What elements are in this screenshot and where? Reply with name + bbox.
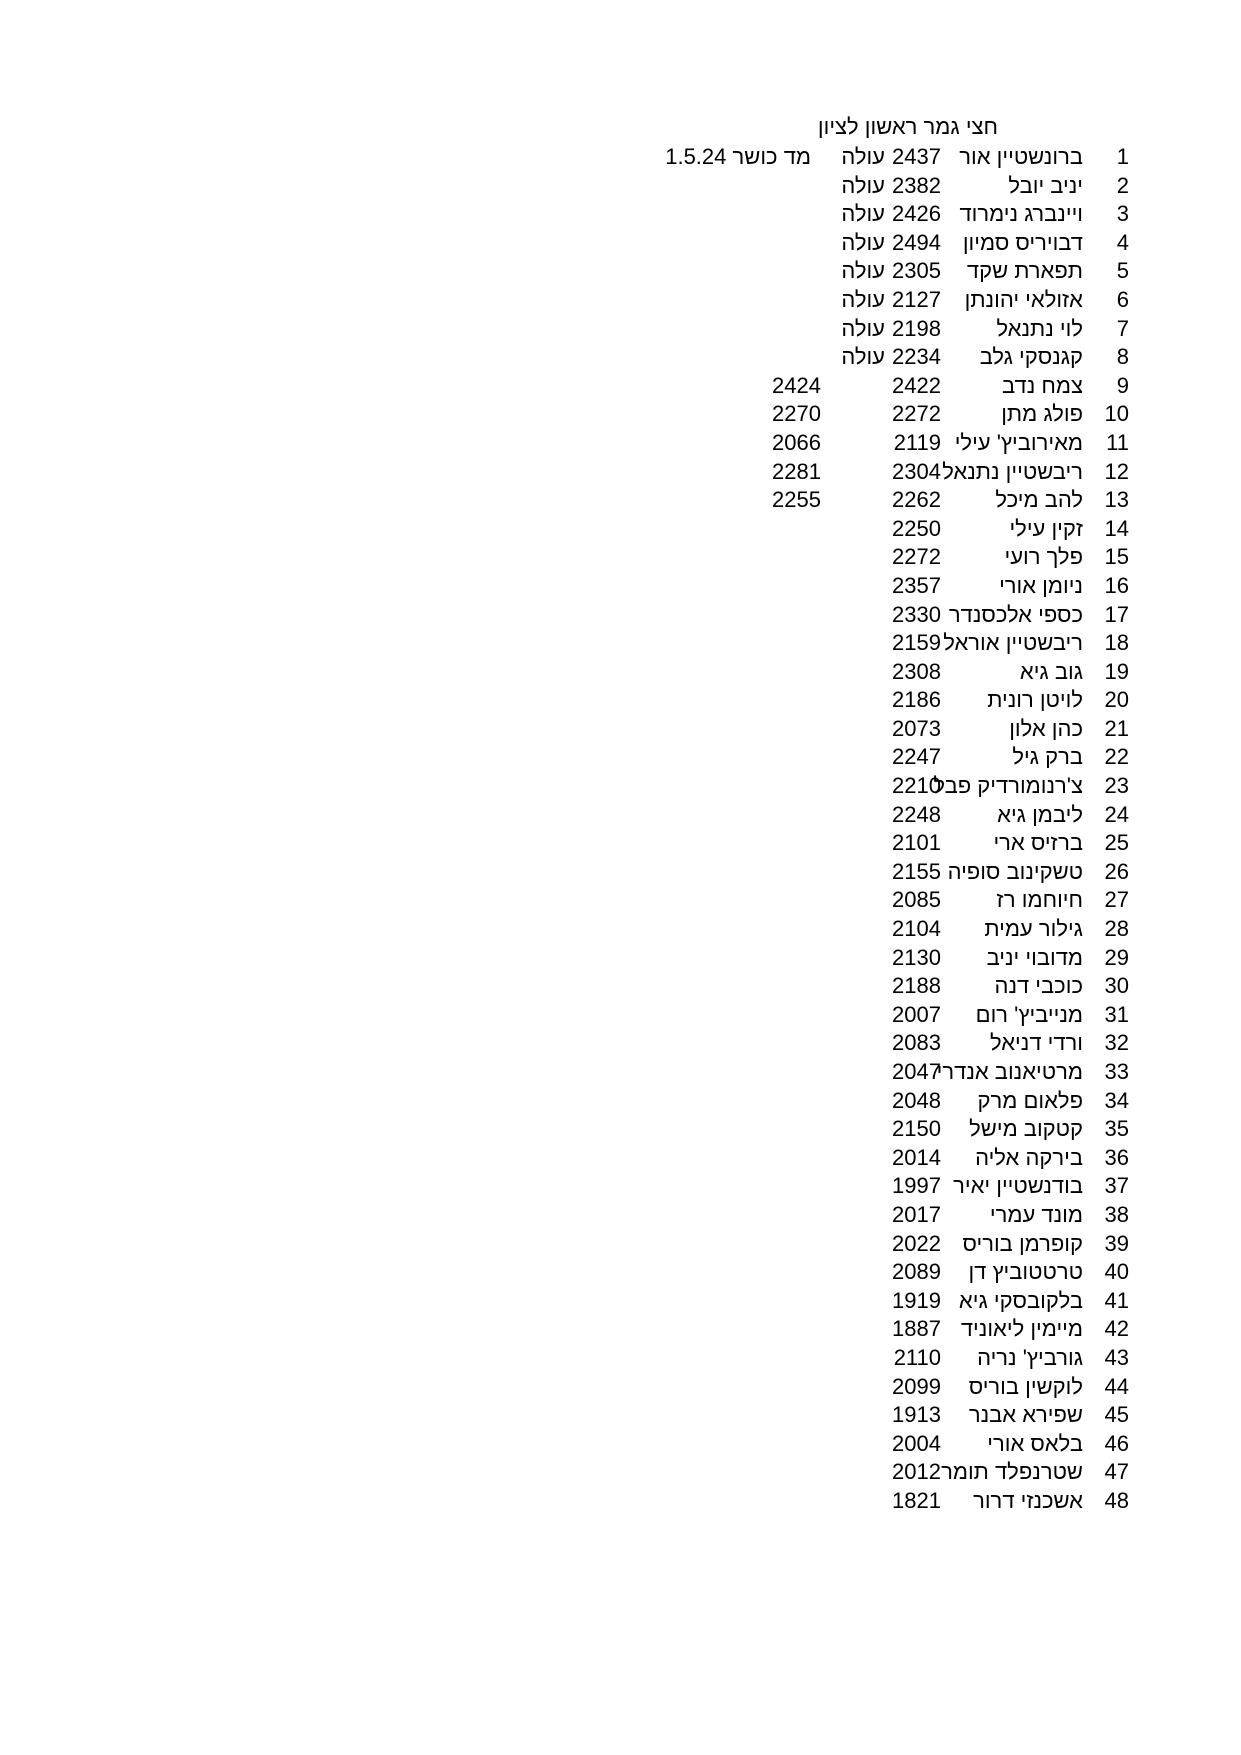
table-row [0,743,1241,772]
player-name: ריבשטיין אוראל [943,630,1083,656]
row-number: 8 [1116,344,1129,370]
table-row [0,1230,1241,1259]
row-number: 47 [1104,1459,1129,1485]
table-row [0,229,1241,258]
row-number: 2 [1116,172,1129,198]
row-number: 16 [1104,572,1129,598]
player-rating: 1913 [892,1402,941,1428]
player-name: קטקוב מישל [969,1116,1083,1142]
table-row [0,257,1241,286]
player-name: צמח נדב [1002,372,1083,398]
player-rating: 1821 [892,1487,941,1513]
row-number: 25 [1104,830,1129,856]
player-name: מונד עמרי [989,1201,1083,1227]
player-name: ויינברג נימרוד [959,201,1083,227]
player-rating: 2234 [892,344,941,370]
player-rating: 2048 [892,1087,941,1113]
row-number: 39 [1104,1230,1129,1256]
secondary-rating: 2424 [772,372,821,398]
row-number: 37 [1104,1173,1129,1199]
table-row [0,829,1241,858]
table-row [0,486,1241,515]
player-name: מרטיאנוב אנדרי [936,1059,1083,1084]
player-name: בלקובסקי גיא [958,1287,1083,1313]
table-row [0,1087,1241,1116]
player-name: מנייביץ' רום [975,1001,1083,1027]
player-rating: 2101 [892,830,941,856]
row-number: 31 [1104,1001,1129,1027]
player-name: ניומן אורי [999,572,1083,598]
row-number: 17 [1104,601,1129,627]
player-name: מדובוי יניב [986,944,1083,970]
row-number: 38 [1104,1201,1129,1227]
player-rating: 2272 [892,544,941,570]
player-name: שפירא אבנר [968,1402,1083,1428]
player-rating: 2047 [892,1059,941,1084]
row-number: 14 [1104,515,1129,541]
row-number: 32 [1104,1030,1129,1056]
table-row [0,343,1241,372]
table-row [0,1001,1241,1030]
player-name: צ'רנומורדיק פבל [933,773,1083,799]
player-name: ברק גיל [1012,744,1083,770]
player-rating: 2083 [892,1030,941,1056]
player-table [0,143,1241,1516]
status-label: עולה [841,144,885,169]
player-rating: 2073 [892,715,941,741]
secondary-rating: 2270 [772,401,821,427]
player-rating: 2437 [892,144,941,169]
table-row [0,400,1241,429]
status-label: עולה [841,258,885,284]
row-number: 30 [1104,973,1129,999]
status-label: עולה [841,315,885,341]
row-number: 4 [1116,229,1129,255]
player-name: גילור עמית [984,916,1083,942]
player-name: אשכנזי דרור [973,1487,1083,1513]
row-number: 20 [1104,687,1129,713]
table-row [0,315,1241,344]
table-row [0,686,1241,715]
player-name: קגנסקי גלב [979,344,1083,370]
table-row [0,1115,1241,1144]
table-row [0,944,1241,973]
row-number: 23 [1104,773,1129,799]
player-name: גוב גיא [1019,658,1083,684]
table-row [0,1029,1241,1058]
table-row [0,1144,1241,1173]
player-name: בירקה אליה [975,1144,1083,1170]
row-number: 1 [1116,144,1129,169]
player-name: לויטן רונית [987,687,1083,713]
table-row [0,1287,1241,1316]
row-number: 22 [1104,744,1129,770]
table-row [0,601,1241,630]
row-number: 15 [1104,544,1129,570]
player-rating: 1919 [892,1287,941,1313]
table-row [0,658,1241,687]
row-number: 28 [1104,916,1129,942]
table-row [0,801,1241,830]
player-rating: 2305 [892,258,941,284]
row-number: 43 [1104,1344,1129,1370]
player-name: קופרמן בוריס [962,1230,1083,1256]
row-number: 24 [1104,801,1129,827]
secondary-rating: 2066 [772,429,821,455]
player-rating: 2272 [892,401,941,427]
player-rating: 2012 [892,1459,941,1485]
status-label: עולה [841,201,885,227]
player-rating: 2155 [892,858,941,884]
player-name: דבויריס סמיון [962,229,1083,255]
player-name: ריבשטיין נתנאל [942,458,1083,484]
player-name: כספי אלכסנדר [948,601,1083,627]
player-name: מאירוביץ' עילי [954,429,1083,455]
player-name: כהן אלון [1009,715,1083,741]
player-rating: 2007 [892,1001,941,1027]
table-row [0,1258,1241,1287]
player-name: פלך רועי [1004,544,1083,570]
player-name: להב מיכל [995,487,1083,513]
row-number: 7 [1116,315,1129,341]
table-row [0,1315,1241,1344]
player-name: ברזיס ארי [993,830,1083,856]
row-number: 41 [1104,1287,1129,1313]
player-rating: 2198 [892,315,941,341]
row-number: 21 [1104,715,1129,741]
row-number: 35 [1104,1116,1129,1142]
table-row [0,858,1241,887]
player-name: פולג מתן [1001,401,1083,427]
status-label: עולה [841,286,885,312]
player-rating: 2119 [893,429,941,455]
player-rating: 2150 [892,1116,941,1142]
player-rating: 2104 [892,916,941,942]
player-name: ברונשטיין אור [959,144,1083,169]
player-name: ורדי דניאל [990,1030,1083,1056]
row-note: מד כושר 1.5.24 [665,144,811,169]
table-row [0,143,1241,172]
table-row [0,1487,1241,1516]
table-row [0,972,1241,1001]
player-rating: 2426 [892,201,941,227]
player-rating: 2422 [892,372,941,398]
table-row [0,429,1241,458]
player-name: גורביץ' נריה [977,1344,1083,1370]
row-number: 44 [1104,1373,1129,1399]
row-number: 10 [1104,401,1129,427]
player-name: לוי נתנאל [996,315,1083,341]
table-row [0,572,1241,601]
table-row [0,1458,1241,1487]
player-name: פלאום מרק [977,1087,1083,1113]
table-row [0,629,1241,658]
player-name: שטרנפלד תומר [941,1459,1083,1485]
row-number: 29 [1104,944,1129,970]
player-rating: 2017 [892,1201,941,1227]
player-rating: 2304 [892,458,941,484]
row-number: 27 [1104,887,1129,913]
row-number: 33 [1104,1059,1129,1084]
player-rating: 2130 [892,944,941,970]
page-title: חצי גמר ראשון לציון [817,114,998,139]
row-number: 48 [1104,1487,1129,1513]
player-rating: 2330 [892,601,941,627]
player-name: אזולאי יהונתן [964,286,1083,312]
player-rating: 2308 [892,658,941,684]
player-rating: 1887 [892,1316,941,1342]
row-number: 3 [1116,201,1129,227]
player-rating: 2210 [892,773,941,799]
player-rating: 2085 [892,887,941,913]
player-rating: 2357 [892,572,941,598]
player-rating: 2247 [892,744,941,770]
row-number: 6 [1116,286,1129,312]
player-name: בלאס אורי [987,1430,1083,1456]
player-name: בודנשטיין יאיר [953,1173,1083,1199]
row-number: 18 [1104,630,1129,656]
player-rating: 2494 [892,229,941,255]
player-name: ליבמן גיא [997,801,1083,827]
player-name: תפארת שקד [966,258,1083,284]
row-number: 34 [1104,1087,1129,1113]
table-row [0,1201,1241,1230]
table-row [0,1172,1241,1201]
player-name: מיימין ליאוניד [960,1316,1083,1342]
player-rating: 2262 [892,487,941,513]
player-rating: 2159 [892,630,941,656]
table-row [0,458,1241,487]
player-rating: 2089 [892,1259,941,1285]
player-rating: 2248 [892,801,941,827]
table-row [0,915,1241,944]
player-rating: 2127 [892,286,941,312]
row-number: 36 [1104,1144,1129,1170]
table-row [0,172,1241,201]
table-row [0,543,1241,572]
row-number: 46 [1104,1430,1129,1456]
table-row [0,772,1241,801]
table-row [0,372,1241,401]
row-number: 45 [1104,1402,1129,1428]
player-rating: 2004 [892,1430,941,1456]
row-number: 13 [1104,487,1129,513]
row-number: 5 [1116,258,1129,284]
player-name: חיוחמו רז [996,887,1083,913]
table-row [0,286,1241,315]
row-number: 9 [1116,372,1129,398]
row-number: 40 [1104,1259,1129,1285]
player-name: טרטטוביץ דן [968,1259,1083,1285]
table-row [0,515,1241,544]
player-rating: 1997 [892,1173,941,1199]
player-rating: 2250 [892,515,941,541]
table-row [0,1058,1241,1087]
table-row [0,1373,1241,1402]
row-number: 19 [1104,658,1129,684]
player-rating: 2022 [892,1230,941,1256]
row-number: 11 [1106,429,1129,455]
player-rating: 2188 [892,973,941,999]
secondary-rating: 2255 [772,487,821,513]
player-name: לוקשין בוריס [968,1373,1083,1399]
table-row [0,1401,1241,1430]
player-name: כוכבי דנה [994,973,1083,999]
table-row [0,1344,1241,1373]
player-rating: 2099 [892,1373,941,1399]
status-label: עולה [841,172,885,198]
secondary-rating: 2281 [772,458,821,484]
status-label: עולה [841,344,885,370]
row-number: 26 [1104,858,1129,884]
status-label: עולה [841,229,885,255]
row-number: 42 [1104,1316,1129,1342]
player-name: יניב יובל [1008,172,1083,198]
table-row [0,200,1241,229]
player-rating: 2014 [892,1144,941,1170]
table-row [0,1430,1241,1459]
player-name: זקין עילי [1009,515,1083,541]
table-row [0,886,1241,915]
row-number: 12 [1104,458,1129,484]
table-row [0,715,1241,744]
player-rating: 2110 [893,1344,941,1370]
player-name: טשקינוב סופיה [947,858,1083,884]
player-rating: 2382 [892,172,941,198]
player-rating: 2186 [892,687,941,713]
